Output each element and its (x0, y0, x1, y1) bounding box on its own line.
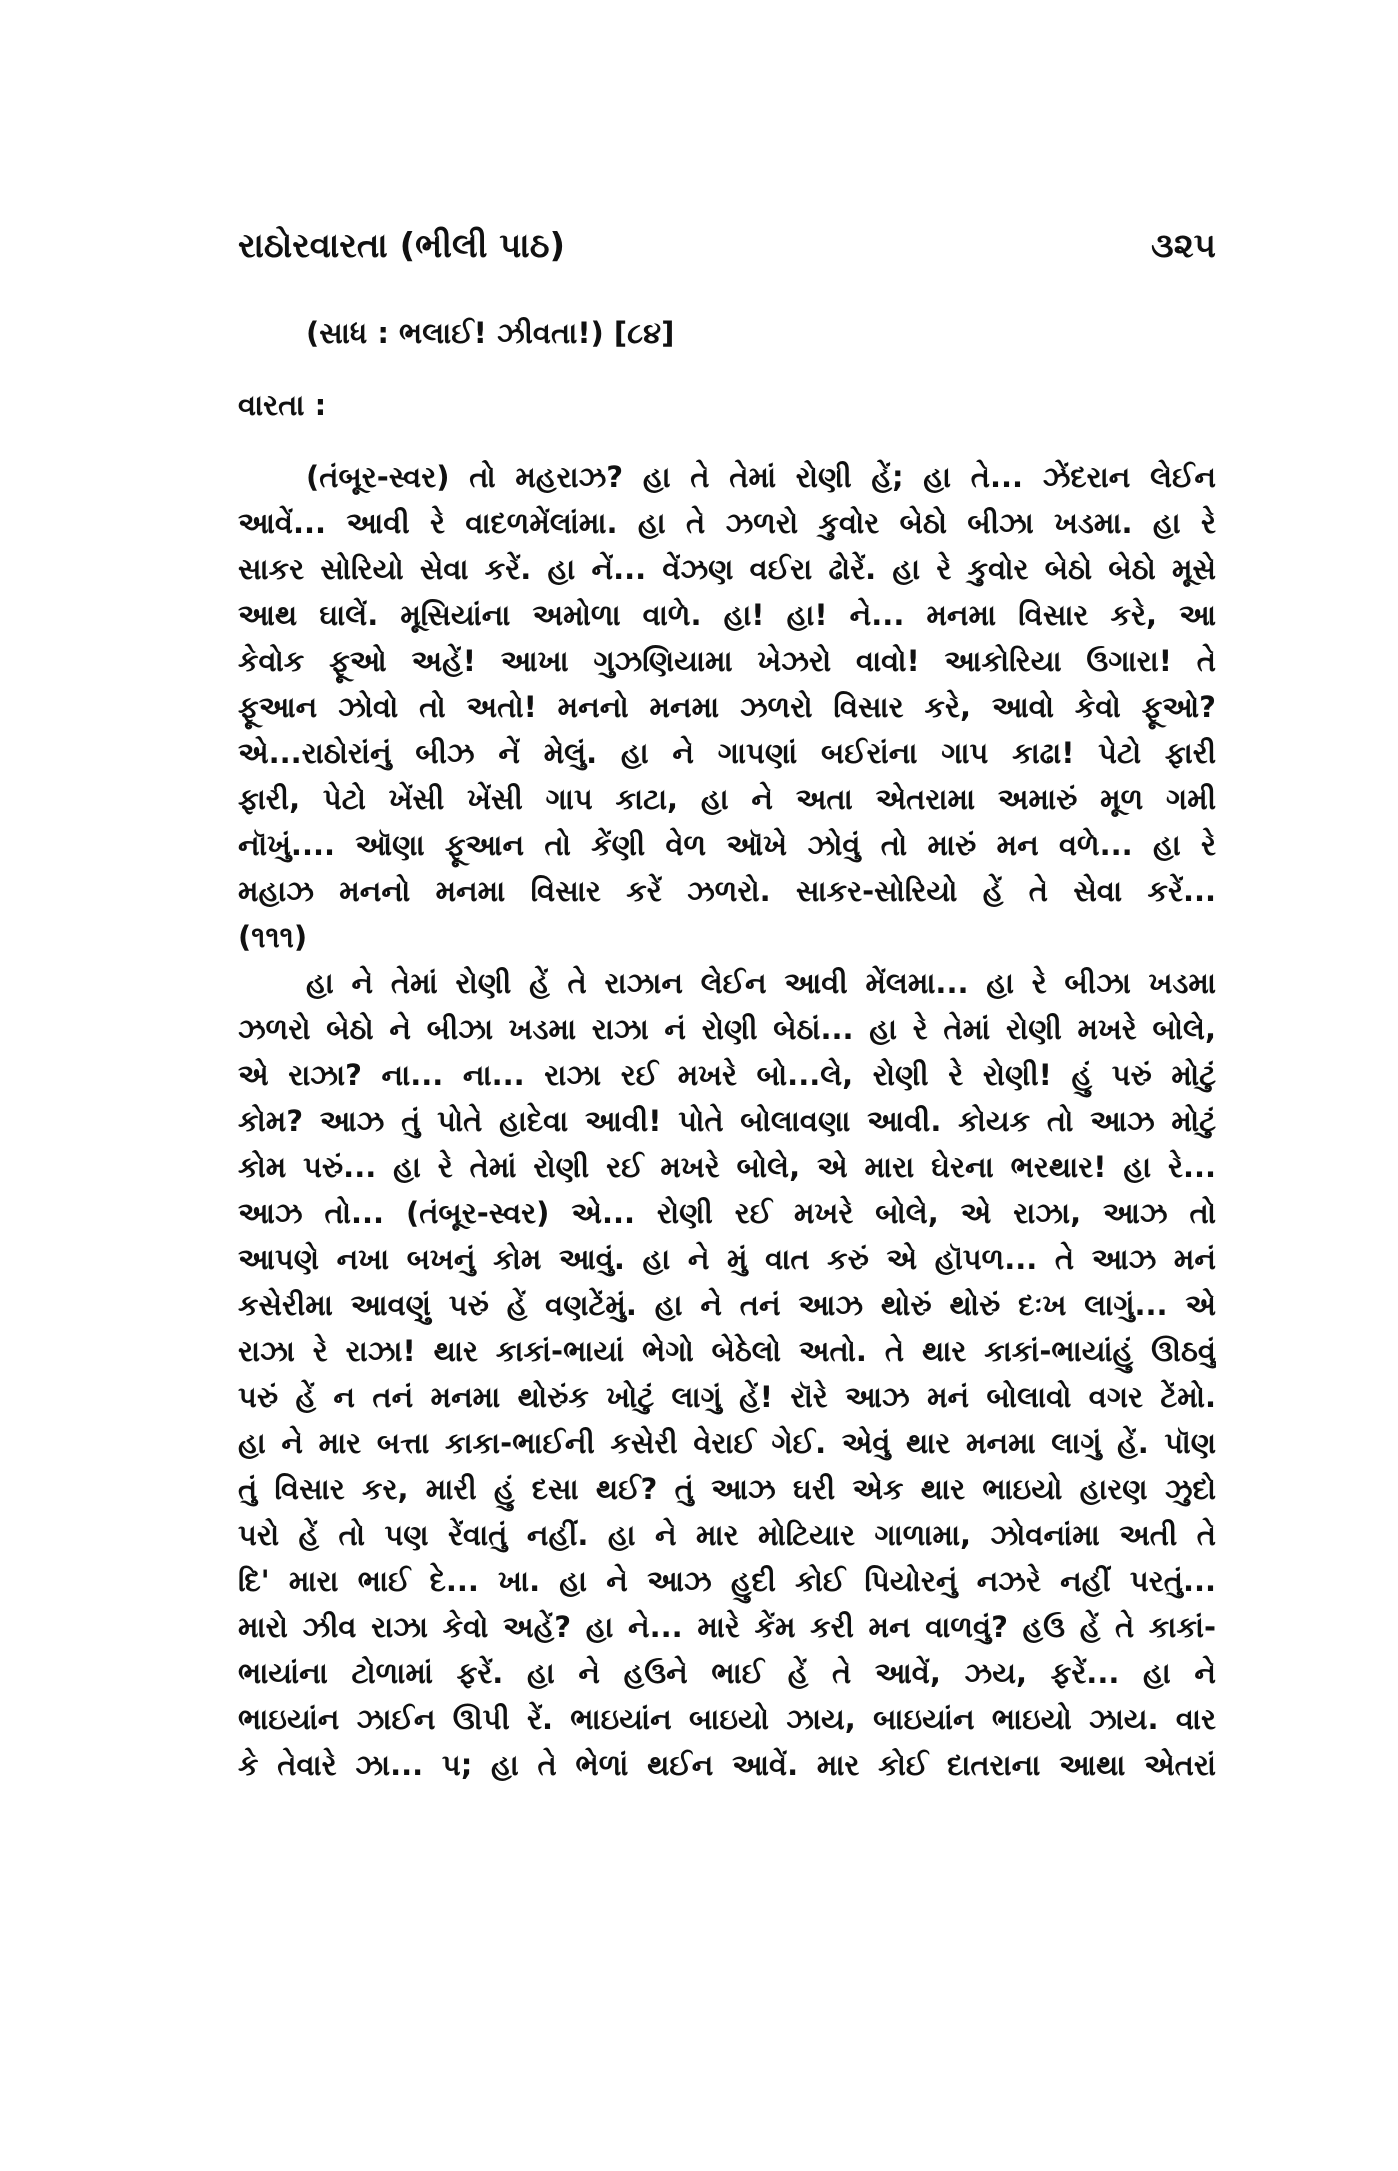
text-line: હા ને તેમાં રોણી હેં તે રાઝાન લેઈન આવી મેંલમા... હા રે બીઝા ખડમા (306, 966, 1216, 1000)
text-line: (તંબૂર-સ્વર) તો મહરાઝ? હા તે તેમાં રોણી હેં; હા તે... ઝેંદરાન લેઈન (306, 460, 1216, 494)
header-title: રાઠોરવારતા (ભીલી પાઠ) (238, 226, 566, 266)
text-line: કે તેવારે ઝા... પ; હા તે ભેળાં થઈન આવેં. માર કોઈ દાતરાના આથા એતરાં (238, 1748, 1216, 1782)
text-line: ફૂઆન ઝોવો તો અતો! મનનો મનમા ઝળરો વિસાર કરે, આવો કેવો ફૂઓ? (238, 690, 1216, 724)
text-line: આઝ તો... (તંબૂર-સ્વર) એ... રોણી રઈ મખરે બોલે, એ રાઝા, આઝ તો (238, 1196, 1216, 1230)
spacer (238, 428, 1216, 454)
text-line: મારો ઝીવ રાઝા કેવો અહેં? હા ને... મારે કેંમ કરી મન વાળવું? હઉ હેં તે કાકાં- (238, 1610, 1216, 1644)
text-line: નૉખું.... ઑણા ફૂઆન તો કેંણી વેળ ઑખે ઝોવું તો મારું મન વળે... હા રે (238, 828, 1216, 862)
text-line: ઝળરો બેઠો ને બીઝા ખડમા રાઝા નં રોણી બેઠાં... હા રે તેમાં રોણી મખરે બોલે, (238, 1012, 1216, 1046)
text-line: આવેં... આવી રે વાદળમેંલાંમા. હા તે ઝળરો કુવોર બેઠો બીઝા ખડમા. હા રે (238, 506, 1216, 540)
text-line: ભાઇયાંન ઝાઈન ઊપી રેં. ભાઇયાંન બાઇયો ઝાય, બાઇયાંન ભાઇયો ઝાય. વાર (238, 1702, 1216, 1736)
spacer (238, 356, 1216, 382)
text-line: તું વિસાર કર, મારી હું દસા થઈ? તું આઝ ઘરી એક થાર ભાઇયો હારણ ઝુદો (238, 1472, 1216, 1506)
text-line: મહાઝ મનનો મનમા વિસાર કરેં ઝળરો. સાકર-સોરિયો હેં તે સેવા કરેં... (238, 874, 1216, 908)
text-line: કેવોક ફૂઓ અહેં! આખા ગુઝણિયામા ખેઝરો વાવો! આકોરિયા ઉગારા! તે (238, 644, 1216, 678)
verse-number: (૧૧૧) (238, 920, 308, 954)
text-line: રાઝા રે રાઝા! થાર કાકાં-ભાયાં ભેગો બેઠેલો અતો. તે થાર કાકાં-ભાયાંહું ઊઠવું (238, 1334, 1216, 1368)
text-line: ફારી, પેટો ખેંસી ખેંસી ગાપ કાટા, હા ને અતા એતરામા અમારું મૂળ ગમી (238, 782, 1216, 816)
text-line: આથ ઘાલેં. મૂસિયાંના અમોળા વાળે. હા! હા! ને... મનમા વિસાર કરે, આ (238, 598, 1216, 632)
text-line: પરું હેં ન તનં મનમા થોરુંક ખોટું લાગું હેં! રૉરે આઝ મનં બોલાવો વગર ટેંમો. (238, 1380, 1216, 1414)
text-line: એ રાઝા? ના... ના... રાઝા રઈ મખરે બો...લે, રોણી રે રોણી! હું પરું મોટું (238, 1058, 1216, 1092)
running-header (238, 226, 1216, 276)
text-line: દિ' મારા ભાઈ દે... ખા. હા ને આઝ હુદી કોઈ પિયોરનું નઝરે નહીં પરતું... (238, 1564, 1216, 1598)
text-line: કોમ પરું... હા રે તેમાં રોણી રઈ મખરે બોલે, એ મારા ઘેરના ભરથાર! હા રે... (238, 1150, 1216, 1184)
refrain-line: (સાધ : ભલાઈ! ઝીવતા!) [૮૪] (306, 316, 675, 350)
text-line: કોમ? આઝ તું પોતે હાદેવા આવી! પોતે બોલાવણા આવી. કોયક તો આઝ મોટું (238, 1104, 1216, 1138)
text-line: પરો હેં તો પણ રેંવાતું નહીં. હા ને માર મોટિયાર ગાળામા, ઝોવનાંમા અતી તે (238, 1518, 1216, 1552)
text-line: ભાયાંના ટોળામાં ફરેં. હા ને હઉને ભાઈ હેં તે આવેં, ઝય, ફરેં... હા ને (238, 1656, 1216, 1690)
text-line: કસેરીમા આવણું પરું હેં વણટેંમું. હા ને તનં આઝ થોરું થોરું દઃખ લાગું... એ (238, 1288, 1216, 1322)
section-label: વારતા : (238, 388, 327, 422)
text-line: હા ને માર બત્તા કાકા-ભાઈની કસેરી વેરાઈ ગેઈ. એવું થાર મનમા લાગું હેં. પૉણ (238, 1426, 1216, 1460)
text-line: આપણે નખા બખનું કોમ આવું. હા ને મું વાત કરું એ હૉપળ... તે આઝ મનં (238, 1242, 1216, 1276)
text-line: એ...રાઠોરાંનું બીઝ નેં મેલું. હા ને ગાપણાં બઈરાંના ગાપ કાઢા! પેટો ફારી (238, 736, 1216, 770)
body-text (238, 310, 1216, 1788)
text-line: સાકર સોરિયો સેવા કરેં. હા નેં... વેંઝણ વઈરા ઢોરેં. હા રે કુવોર બેઠો બેઠો મૂસે (238, 552, 1216, 586)
page-number: ૩૨૫ (1151, 226, 1216, 266)
